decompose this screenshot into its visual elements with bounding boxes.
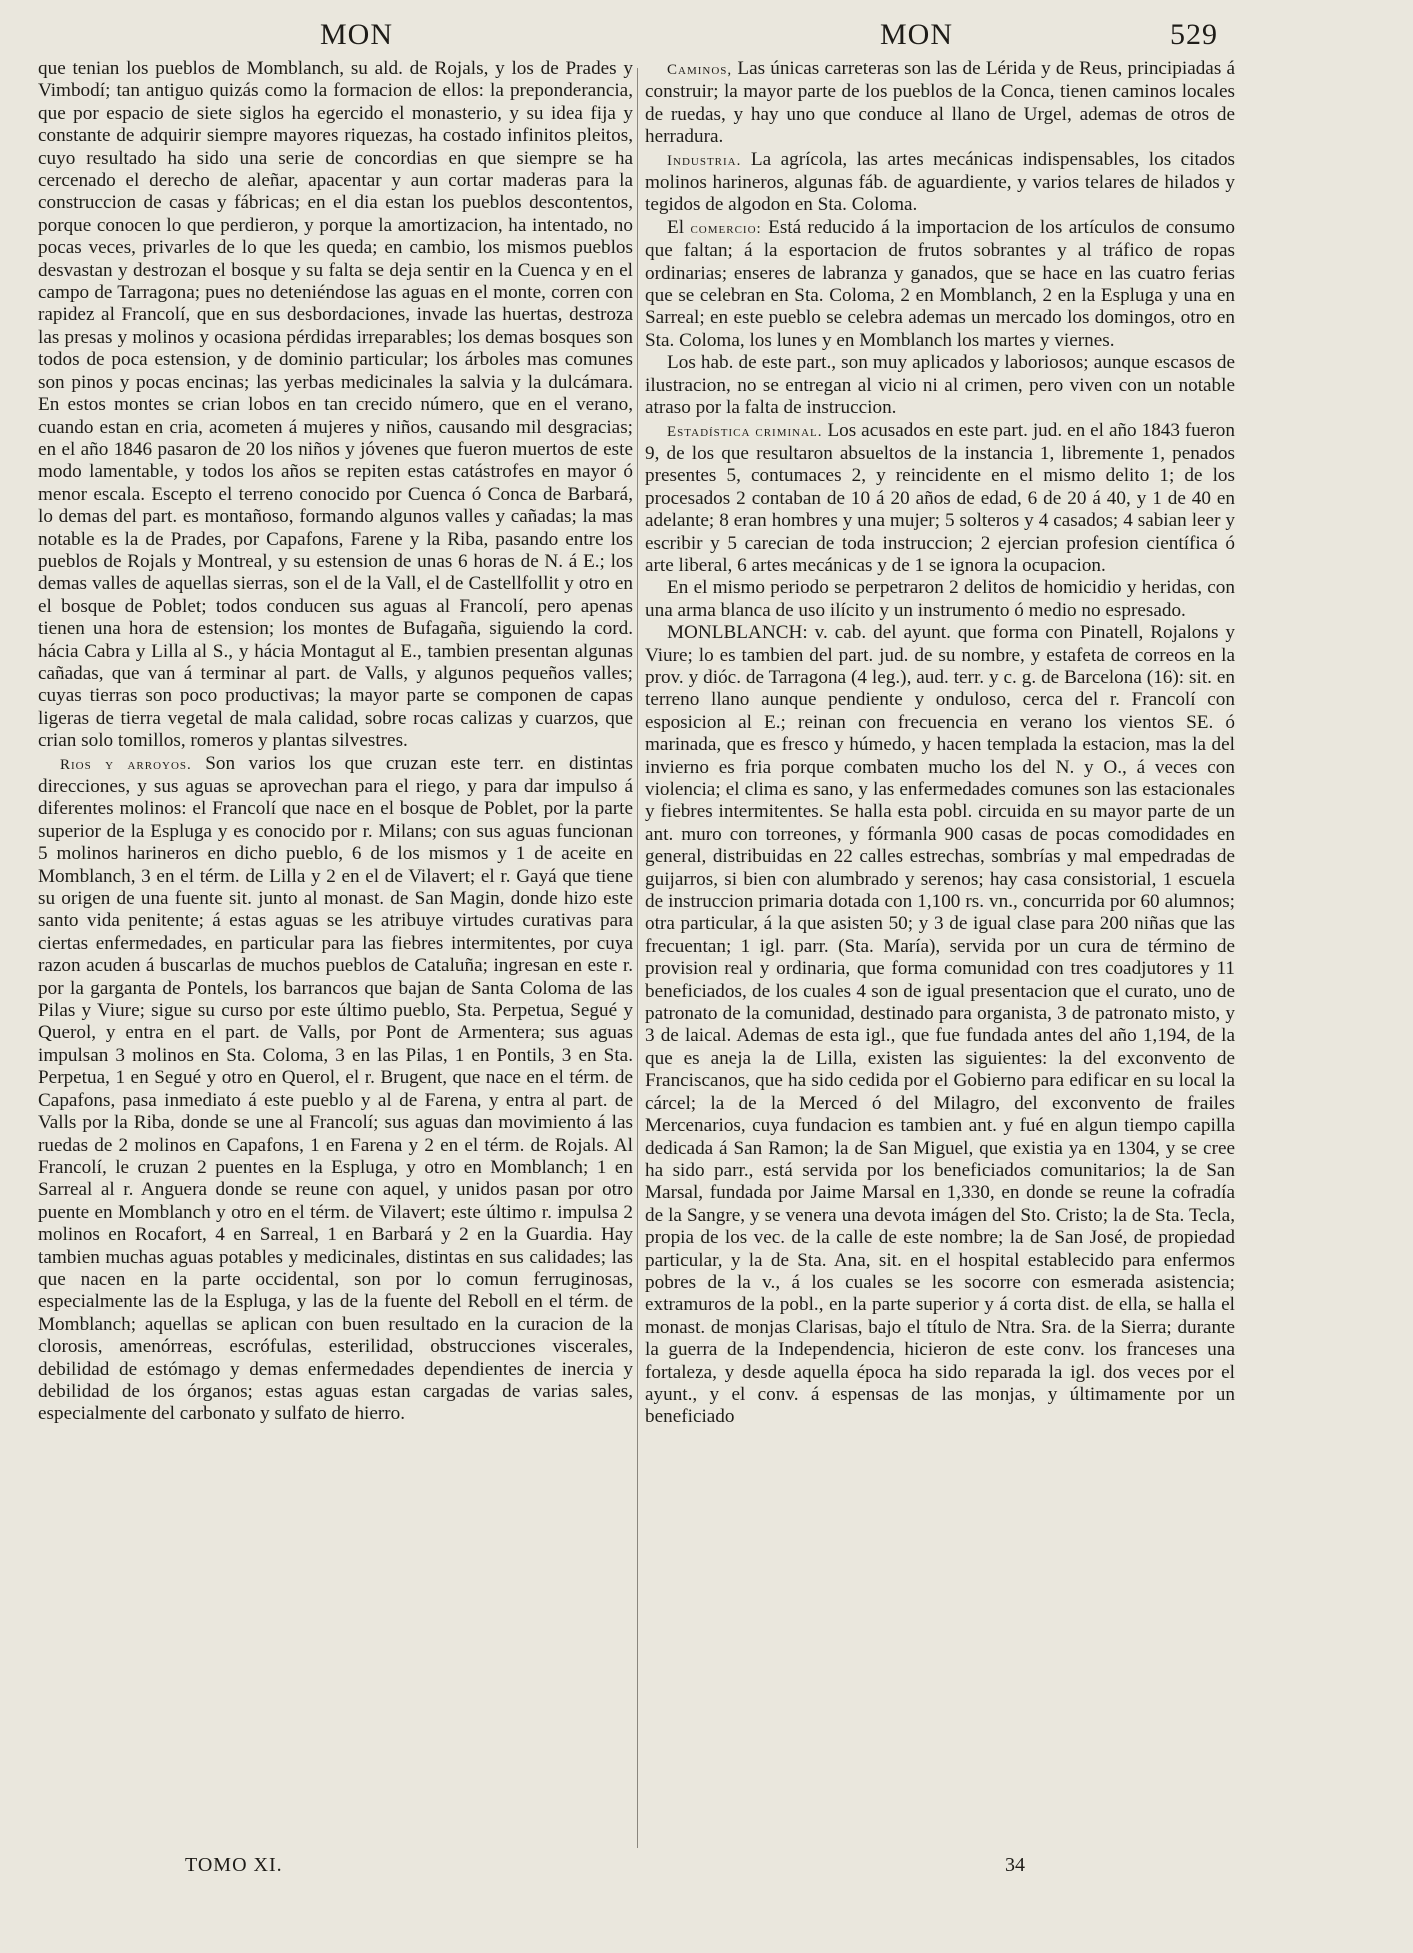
section-lead: Rios y arroyos.: [60, 756, 192, 773]
running-header: [0, 18, 1413, 58]
paragraph-monlblanch: MONLBLANCH: v. cab. del ayunt. que forma con Pinatell, Rojalons y Viure; lo es tambien del part. jud. de su nombre, y estafeta de correos en la prov. y dióc. de Tarragona (4 leg.), aud. terr. y c. g. de Barcelona (16): sit. en terreno llano aunque pendiente y onduloso, cerca del r. Francolí con esposicion al E.; reinan con frecuencia en verano los vientos SE. ó marinada, que es fresco y húmedo, y hacen templada la estacion, mas la del invierno es fria porque combaten mucho los del N. y O., á veces con violencia; el clima es sano, y las enfermedades comunes son las estacionales y fiebres intermitentes. Se halla esta pobl. circuida en su mayor parte de un ant. muro con torreones, y fórmanla 900 casas de pocas comodidades en general, distribuidas en 22 calles estrechas, sombrías y mal empedradas de guijarros, si bien con alumbrado y serenos; hay casa consistorial, 1 escuela de instruccion primaria dotada con 1,100 rs. vn., concurrida por 60 alumnos; otra particular, á la que asisten 50; y 3 de igual clase para 200 niñas que las frecuentan; 1 igl. parr. (Sta. María), servida por un cura de término de provision real y ordinaria, que forma comunidad con tres coadjutores y 11 beneficiados, de los cuales 4 son de igual presentacion que el curato, uno de patronato de la comunidad, destinado para organista, 3 de patronato misto, y 3 de laical. Ademas de esta igl., que fue fundada antes del año 1,194, de la que es aneja la de Lilla, existen las siguientes: la del exconvento de Franciscanos, que ha sido cedida por el Gobierno para edificar en su local la cárcel; la de la Merced ó del Milagro, del exconvento de frailes Mercenarios, cuya fundacion es tambien ant. y fué en algun tiempo capilla dedicada á San Ramon; la de San Miguel, que existia ya en 1304, y se cree ha sido parr., está servida por los beneficiados comunitarios; la de San Marsal, fundada por Jaime Marsal en 1,330, en donde se reune la cofradía de la Sangre, y se venera una devota imágen del Sto. Cristo; la de Sta. Tecla, propia de los vec. de la calle de este nombre; la de San José, de propiedad particular, y la de Sta. Ana, sit. en el hospital establecido para enfermos pobres de la v., á los cuales se les socorre con esmerada asistencia; extramuros de la pobl., en la parte superior y á corta dist. de ella, se halla el monast. de monjas Clarisas, bajo el título de Ntra. Sra. de la Sierra; durante la guerra de la Independencia, hicieron de este conv. los franceses una fortaleza, y desde aquella época ha sido reparada la igl. dos veces por el ayunt., y el conv. á espensas de las monjas, y últimamente por un beneficiado: [645, 622, 1235, 1428]
paragraph-rios: Rios y arroyos. Son varios los que cruzan este terr. en distintas direcciones, y sus aguas se aprovechan para el riego, y para dar impulso á diferentes molinos: el Francolí que nace en el bosque de Poblet, por la parte superior de la Espluga y es conocido por r. Milans; con sus aguas funcionan 5 molinos harineros en dicho pueblo, 6 de los mismos y 1 de aceite en Momblanch, 3 en el térm. de Lilla y 2 en el de Vilavert; el r. Gayá que tiene su origen de una fuente sit. junto al monast. de San Magin, donde hizo este santo vida penitente; á estas aguas se les atribuye virtudes curativas para ciertas enfermedades, en particular para las fiebres intermitentes, por cuya razon acuden á buscarlas de muchos pueblos de Cataluña; ingresan en este r. por la garganta de Pontels, los barrancos que bajan de Santa Coloma de las Pilas y Viure; sigue su curso por este último pueblo, Sta. Perpetua, Segué y Querol, y entra en el part. de Valls, por Pont de Armentera; sus aguas impulsan 3 molinos en Sta. Coloma, 3 en las Pilas, 1 en Pontils, 3 en Sta. Perpetua, 1 en Segué y otro en Querol, el r. Brugent, que nace en el térm. de Capafons, pasa inmediato á este pueblo y al de Farena, y entra al part. de Valls por la Riba, donde se une al Francolí; sus aguas dan movimiento á las ruedas de 2 molinos en Capafons, 1 en Farena y 2 en el térm. de Rojals. Al Francolí, le cruzan 2 puentes en la Espluga, y otro en Momblanch; 1 en Sarreal al r. Anguera donde se reune con aquel, y unidos pasan por otro puente en Momblanch y otro en el térm. de Vilavert; este último r. impulsa 2 molinos en Rocafort, 4 en Sarreal, 1 en Barbará y 2 en la Guardia. Hay tambien muchas aguas potables y medicinales, distintas en sus calidades; las que nacen en la parte occidental, son por lo comun ferruginosas, especialmente las de la Espluga, y las de la fuente del Reboll en el térm. de Momblanch; aquellas se aplican con buen resultado en la curacion de la clorosis, amenórreas, escrófulas, esterilidad, obstrucciones viscerales, debilidad de estómago y demas enfermedades dependientes de inercia y debilidad de los órganos; estas aguas estan cargadas de varias sales, especialmente del carbonato y sulfato de hierro.: [38, 752, 633, 1425]
section-lead: Caminos,: [667, 62, 733, 78]
signature-mark: 34: [1005, 1854, 1025, 1876]
section-lead: Industria.: [667, 152, 742, 169]
header-center-word: MON: [880, 18, 954, 51]
paragraph-delitos: En el mismo periodo se perpetraron 2 delitos de homicidio y heridas, con una arma blanca de uso ilícito y un instrumento ó medio no espresado.: [645, 577, 1235, 621]
paragraph-comercio: El comercio: Está reducido á la importacion de los artículos de consumo que faltan; á la esportacion de frutos sobrantes y al tráfico de ropas ordinarias; enseres de labranza y ganados, que se hace en las cuatro ferias que se celebran en Sta. Coloma, 2 en Momblanch, 2 en la Espluga y una en Sarreal; en este pueblo se celebra ademas un mercado los domingos, otro en Sta. Coloma, los lunes y en Momblanch los martes y viernes.: [645, 216, 1235, 351]
right-column: [645, 58, 1235, 1868]
column-rule: [637, 68, 638, 1848]
volume-label: TOMO XI.: [185, 1854, 283, 1876]
paragraph-habitantes: Los hab. de este part., son muy aplicados y laboriosos; aunque escasos de ilustracion, no se entregan al vicio ni al crimen, pero viven con un notable atraso por la falta de instruccion.: [645, 352, 1235, 419]
section-lead: comercio:: [690, 220, 762, 237]
section-lead: Estadística criminal.: [667, 423, 823, 440]
paragraph: que tenian los pueblos de Momblanch, su ald. de Rojals, y los de Prades y Vimbodí; tan antiguo quizás como la formacion de ellos: la preponderancia, que por espacio de siete siglos ha egercido el monasterio, y su idea fija y constante de adquirir siempre mayores riquezas, ha costado infinitos pleitos, cuyo resultado ha sido una serie de concordias en que siempre se ha cercenado el derecho de aleñar, apacentar y aun cortar maderas para la construccion de casas y fábricas; en el dia estan los pueblos descontentos, porque conocen lo que perdieron, y porque la amortizacion, ha intentado, no pocas veces, privarles de lo que les queda; en cambio, los mismos pueblos desvastan y destrozan el bosque y su falta se deja sentir en la Cuenca y en el campo de Tarragona; pues no deteniéndose las aguas en el monte, corren con rapidez al Francolí, que en sus desbordaciones, invade las huertas, destroza las presas y molinos y ocasiona pérdidas irreparables; los demas bosques son todos de poca estension, y de dominio particular; los árboles mas comunes son pinos y pocas encinas; las yerbas medicinales la salvia y la dulcámara. En estos montes se crian lobos en tan crecido número, que en el verano, cuando estan en cria, acometen á mujeres y niños, causando mil desgracias; en el año 1846 pasaron de 20 los niños y jóvenes que fueron muertos de este modo lamentable, y todos los años se repiten estas catástrofes en mayor ó menor escala. Escepto el terreno conocido por Cuenca ó Conca de Barbará, lo demas del part. es montañoso, formando algunos valles y cañadas; la mas notable es la de Prades, por Capafons, Farene y la Riba, pasando entre los pueblos de Rojals y Montreal, y su estension de unas 6 horas de N. á E.; los demas valles de aquellas sierras, son el de la Vall, el de Castellfollit y otro en el bosque de Poblet; todos conducen sus aguas al Francolí, pero apenas tienen una hora de estension; los montes de Bufagaña, siguiendo la cord. hácia Cabra y Lilla al S., y hácia Montagut al E., tambien presentan algunas cañadas, que van á terminar al part. de Valls, y algunos pequeños valles; cuyas tierras son poco productivas; la mayor parte se componen de capas ligeras de tierra vegetal de mala calidad, sobre rocas calizas y cuarzos, que crian solo tomillos, romeros y plantas silvestres.: [38, 58, 633, 752]
left-column: [38, 58, 633, 1868]
header-left-word: MON: [320, 18, 394, 51]
paragraph-estadistica: Estadística criminal. Los acusados en este part. jud. en el año 1843 fueron 9, de los que resultaron absueltos de la instancia 1, libremente 1, penados presentes 5, contumaces 2, y reincidente en el mismo delito 1; de los procesados 2 contaban de 10 á 20 años de edad, 6 de 20 á 40, y 1 de 40 en adelante; 8 eran hombres y una mujer; 5 solteros y 4 casados; 4 sabian leer y escribir y 5 carecian de toda instruccion; 2 ejercian profesion científica ó arte liberal, 6 artes mecánicas y de 1 se ignora la ocupacion.: [645, 419, 1235, 576]
page-footer: [0, 1854, 1413, 1884]
page-number: 529: [1170, 18, 1218, 51]
paragraph-caminos: Caminos, Las únicas carreteras son las de Lérida y de Reus, principiadas á construir; la mayor parte de los pueblos de la Conca, tienen caminos locales de ruedas, y hay uno que conduce al llano de Urgel, ademas de otros de herradura.: [645, 58, 1235, 148]
entry-headword: MONLBLANCH:: [667, 622, 808, 644]
paragraph-industria: Industria. La agrícola, las artes mecánicas indispensables, los citados molinos harineros, algunas fáb. de aguardiente, y varios telares de hilados y tegidos de algodon en Sta. Coloma.: [645, 148, 1235, 216]
